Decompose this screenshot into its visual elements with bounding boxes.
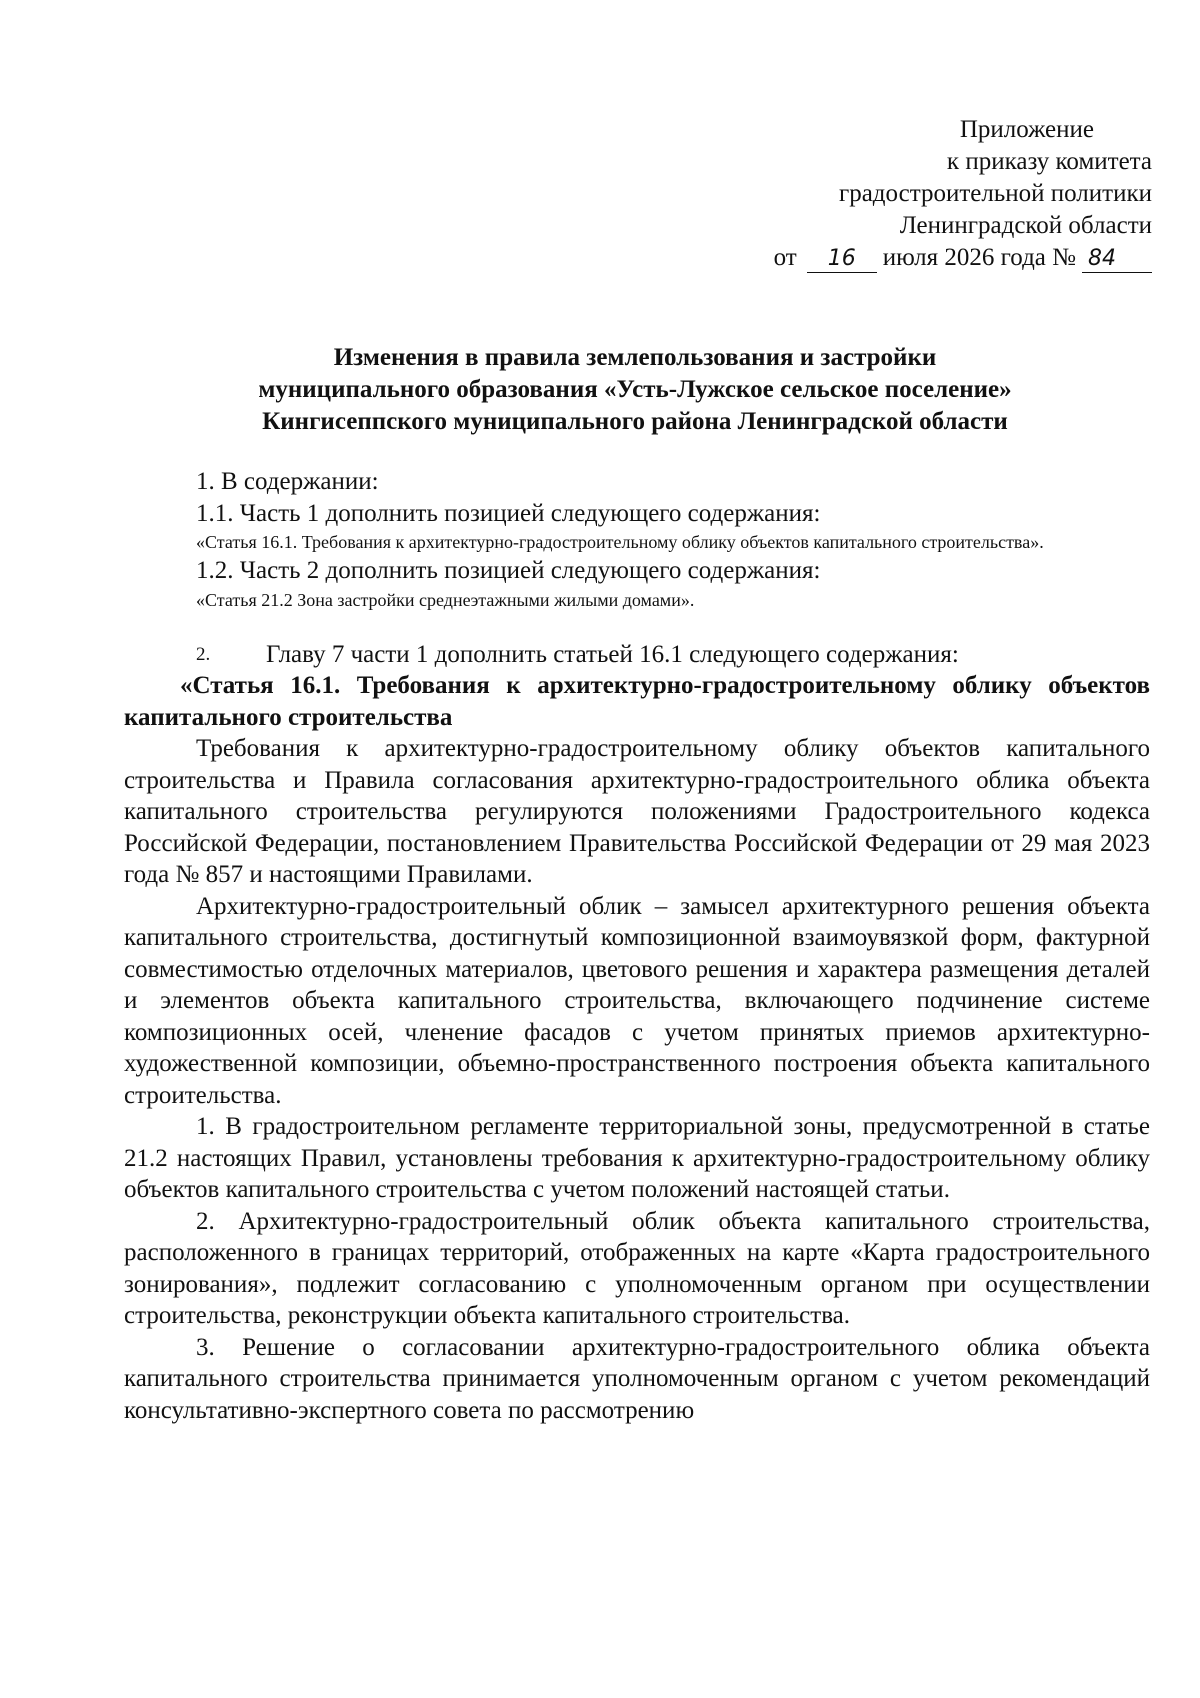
title-line: Изменения в правила землепользования и застройки	[333, 344, 937, 371]
document-title	[120, 342, 1150, 438]
approval-block	[632, 114, 1152, 274]
approval-line: Приложение	[959, 116, 1094, 143]
date-rest: июля 2026 года №	[882, 244, 1076, 271]
article-paragraph: 1. В градостроительном регламенте территориальной зоны, предусмотренной в статье 21.2 настоящих Правил, установлены требования к архитектурно-градостроительному облику объектов капитального строительства с учетом положений настоящей статьи.	[124, 1113, 1150, 1203]
section2-number: 2.	[196, 643, 211, 665]
title-line: муниципального образования «Усть-Лужское сельское поселение»	[258, 376, 1012, 403]
section1-heading: 1. В содержании:	[196, 468, 379, 495]
spacer	[124, 613, 1150, 639]
approval-line: градостроительной политики	[838, 180, 1152, 207]
article-paragraph: 2. Архитектурно-градостроительный облик объекта капитального строительства, расположенного в границах территорий, отображенных на карте «Карта градостроительного зонирования», подлежит согласованию с уполномоченным органом при осуществлении строительства, реконструкции объекта капитального строительства.	[124, 1207, 1150, 1329]
document-body	[124, 466, 1150, 1426]
section1-item1: 1.1. Часть 1 дополнить позицией следующего содержания:	[196, 499, 821, 527]
article-paragraph: Требования к архитектурно-градостроительному облику объектов капитального строительства и Правила согласования архитектурно-градостроительного облика объекта капитального строительства регулируются положениями Градостроительного кодекса Российской Федерации, постановлением Правительства Российской Федерации от 29 мая 2023 года № 857 и настоящими Правилами.	[124, 735, 1150, 888]
article-title: «Статья 16.1. Требования к архитектурно-градостроительному облику объектов капитального строительства	[124, 672, 1150, 731]
section1-item2: 1.2. Часть 2 дополнить позицией следующего содержания:	[196, 557, 821, 584]
section1-item1-text: «Статья 16.1. Требования к архитектурно-градостроительному облику объектов капитального строительства».	[196, 532, 1044, 552]
article-paragraph: Архитектурно-градостроительный облик – замысел архитектурного решения объекта капитального строительства, достигнутый композиционной взаимоувязкой форм, фактурной совместимостью отделочных материалов, цветового решения и характера размещения деталей и элементов объекта капитального строительства, включающего подчинение системе композиционных осей, членение фасадов с учетом принятых приемов архитектурно-художественной композиции, объемно-пространственного построения объекта капитального строительства.	[124, 892, 1150, 1109]
article-paragraph: 3. Решение о согласовании архитектурно-градостроительного облика объекта капитального строительства принимается уполномоченным органом с учетом рекомендаций консультативно-экспертного совета по рассмотрению	[124, 1333, 1150, 1424]
section2-heading	[124, 639, 1150, 671]
section2-heading-text: Главу 7 части 1 дополнить статьей 16.1 следующего содержания:	[266, 640, 959, 668]
approval-line: к приказу комитета	[946, 148, 1152, 175]
approval-line: Ленинградской области	[899, 212, 1152, 239]
section1-item2-text: «Статья 21.2 Зона застройки среднеэтажными жилыми домами».	[196, 589, 695, 610]
approval-date-line	[632, 242, 1152, 274]
handwritten-order-number: 84	[1082, 246, 1152, 273]
handwritten-day: 16	[807, 246, 877, 273]
date-prefix: от	[773, 244, 797, 271]
title-line: Кингисеппского муниципального района Ленинградской области	[262, 408, 1008, 435]
